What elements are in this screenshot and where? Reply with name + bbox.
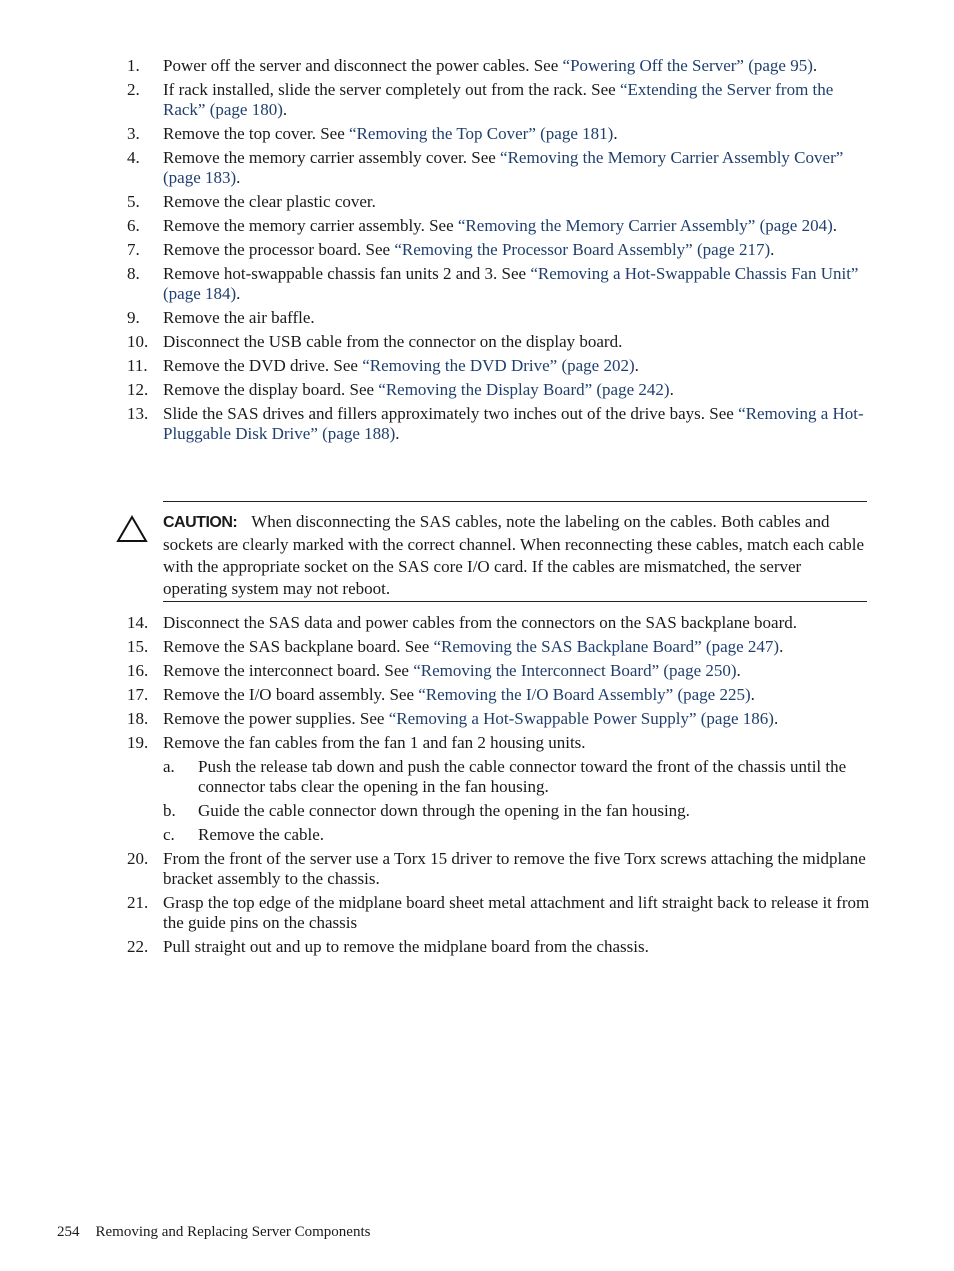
step-text-block [163,240,774,259]
step-text: Power off the server and disconnect the power cables. See [163,56,563,75]
cross-reference-link[interactable]: “Removing the SAS Backplane Board” (page 247) [433,637,780,656]
step-punctuation: . [750,685,755,704]
caution-note [108,501,867,602]
step-punctuation: . [236,284,241,303]
step-number: 21. [127,893,149,912]
step-item [127,937,872,957]
step-text-block [163,849,866,888]
step-text-block [163,685,755,704]
caution-text [163,511,867,600]
step-text: Grasp the top edge of the midplane board sheet metal attachment and lift straight back to release it from the guide pins on the chassis [163,893,870,932]
step-number: 19. [127,733,149,752]
step-item [127,240,872,260]
step-item [127,893,872,933]
caution-top-rule [163,501,867,502]
step-number: 1. [127,56,140,75]
substep-text: Remove the cable. [198,825,325,844]
step-number: 22. [127,937,149,956]
cross-reference-link[interactable]: “Removing the Processor Board Assembly” (page 217) [394,240,771,259]
step-text-block [163,124,618,143]
substep-item [163,757,872,797]
step-number: 18. [127,709,149,728]
step-text-block [163,661,741,680]
caution-triangle-icon [116,515,148,543]
step-punctuation: . [736,661,741,680]
step-number: 17. [127,685,149,704]
step-text-block [163,380,674,399]
step-text-block [163,216,837,235]
step-text: Pull straight out and up to remove the midplane board from the chassis. [163,937,649,956]
step-item [127,80,872,120]
step-number: 5. [127,192,140,211]
step-item [127,849,872,889]
step-item [127,685,872,705]
step-punctuation: . [613,124,618,143]
substep-letter: c. [163,825,175,844]
step-punctuation: . [773,709,779,728]
step-number: 2. [127,80,140,99]
step-text-block [163,937,649,956]
step-text: Remove hot-swappable chassis fan units 2 and 3. See [163,264,531,283]
step-text-block [163,733,586,752]
step-item [127,733,872,845]
step-text: Remove the I/O board assembly. See [163,685,419,704]
step-item [127,332,872,352]
step-item [127,356,872,376]
step-text-block [163,637,783,656]
step-number: 12. [127,380,149,399]
step-number: 4. [127,148,140,167]
step-punctuation: . [395,424,400,443]
substep-letter: a. [163,757,175,776]
cross-reference-link[interactable]: “Extending the Server from the Rack” (page 180) [163,80,834,119]
substeps [163,757,872,845]
step-punctuation: . [770,240,775,259]
page-footer [57,1222,370,1242]
cross-reference-link[interactable]: “Removing a Hot-Pluggable Disk Drive” (page 188) [163,404,864,443]
step-text-block [163,404,864,443]
step-text: Remove the display board. See [163,380,379,399]
substep-text: Guide the cable connector down through the opening in the fan housing. [198,801,690,820]
step-text-block [163,80,833,119]
step-number: 11. [127,356,148,375]
cross-reference-link[interactable]: “Removing the Memory Carrier Assembly” (page 204) [457,216,833,235]
step-item [127,264,872,304]
substep-text: Push the release tab down and push the cable connector toward the front of the chassis until the connector tabs clear the opening in the fan housing. [198,757,847,796]
step-text: Remove the clear plastic cover. [163,192,376,211]
step-text-block [163,709,778,728]
step-text: Remove the fan cables from the fan 1 and fan 2 housing units. [163,733,586,752]
step-text-block [163,264,858,303]
step-number: 16. [127,661,149,680]
caution-label: CAUTION: [163,514,238,531]
step-text: Remove the top cover. See [163,124,350,143]
step-text-block [163,308,315,327]
step-text-block [163,613,797,632]
step-item [127,216,872,236]
step-item [127,56,872,76]
step-number: 3. [127,124,140,143]
cross-reference-link[interactable]: “Removing the Memory Carrier Assembly Cover” (page 183) [163,148,844,187]
substep-item [163,801,872,821]
step-punctuation: . [634,356,639,375]
step-item [127,661,872,681]
step-text: Remove the DVD drive. See [163,356,363,375]
step-item [127,308,872,328]
cross-reference-link[interactable]: “Removing the DVD Drive” (page 202) [362,356,635,375]
caution-bottom-rule [163,601,867,602]
step-punctuation: . [779,637,784,656]
step-punctuation: . [282,100,288,119]
cross-reference-link[interactable]: “Removing the I/O Board Assembly” (page 225) [418,685,751,704]
caution-body: When disconnecting the SAS cables, note the labeling on the cables. Both cables and sockets are clearly marked with the correct channel. When reconnecting these cables, match each cable with the appropriate socket on the SAS core I/O card. If the cables are mismatched, the server operating system may not reboot. [163,512,865,598]
cross-reference-link[interactable]: “Removing the Top Cover” (page 181) [349,124,614,143]
step-text-block [163,893,869,932]
step-number: 20. [127,849,149,868]
step-text-block [163,56,817,75]
step-item [127,192,872,212]
step-punctuation: . [832,216,837,235]
step-item [127,148,872,188]
step-number: 14. [127,613,149,632]
step-item [127,709,872,729]
step-text-block [163,356,639,375]
step-item [127,380,872,400]
cross-reference-link[interactable]: “Powering Off the Server” (page 95) [562,56,813,75]
page-number: 254 [57,1224,80,1240]
procedure-steps-14-22 [127,613,872,961]
procedure-steps-1-13 [127,56,872,448]
step-number: 8. [127,264,140,283]
step-text: Remove the power supplies. See [163,709,389,728]
step-text: Disconnect the SAS data and power cables from the connectors on the SAS backplane board. [163,613,798,632]
step-punctuation: . [812,56,818,75]
substep-letter: b. [163,801,176,820]
step-number: 6. [127,216,140,235]
step-text: Slide the SAS drives and fillers approximately two inches out of the drive bays. See [163,404,739,423]
step-number: 9. [127,308,140,327]
step-item [127,613,872,633]
step-text-block [163,192,376,211]
step-punctuation: . [669,380,674,399]
step-text: Remove the memory carrier assembly. See [163,216,458,235]
step-text: Remove the memory carrier assembly cover. See [163,148,501,167]
cross-reference-link[interactable]: “Removing a Hot-Swappable Chassis Fan Unit” (page 184) [163,264,859,303]
step-item [127,404,872,444]
step-text: Remove the SAS backplane board. See [163,637,434,656]
step-number: 7. [127,240,140,259]
substep-item [163,825,872,845]
step-text: From the front of the server use a Torx 15 driver to remove the five Torx screws attaching the midplane bracket assembly to the chassis. [163,849,866,888]
step-text: Remove the air baffle. [163,308,315,327]
step-text: Disconnect the USB cable from the connector on the display board. [163,332,623,351]
cross-reference-link[interactable]: “Removing the Interconnect Board” (page 250) [413,661,737,680]
footer-section-title: Removing and Replacing Server Components [95,1224,371,1240]
step-text-block [163,332,622,351]
step-number: 10. [127,332,149,351]
step-text: If rack installed, slide the server completely out from the rack. See [163,80,620,99]
cross-reference-link[interactable]: “Removing a Hot-Swappable Power Supply” (page 186) [388,709,774,728]
step-punctuation: . [236,168,241,187]
step-item [127,637,872,657]
step-number: 13. [127,404,149,423]
step-number: 15. [127,637,149,656]
step-text: Remove the processor board. See [163,240,395,259]
step-text-block [163,148,843,187]
step-text: Remove the interconnect board. See [163,661,414,680]
step-item [127,124,872,144]
cross-reference-link[interactable]: “Removing the Display Board” (page 242) [378,380,670,399]
